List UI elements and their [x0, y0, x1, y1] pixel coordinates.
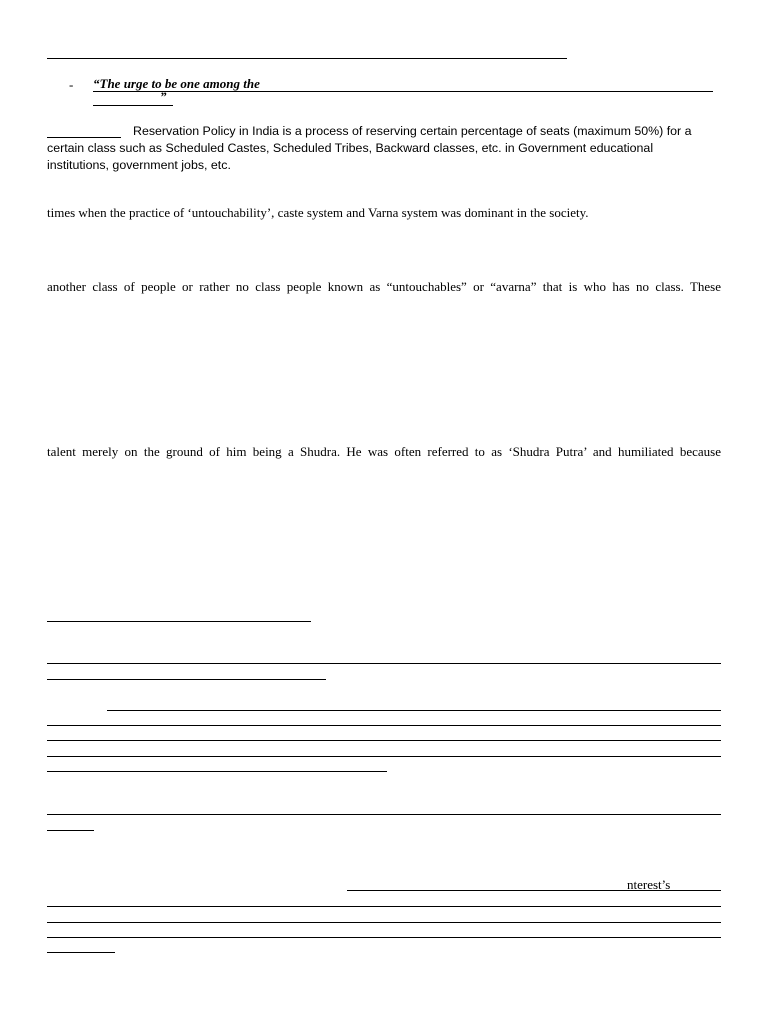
paragraph-line: certain class such as Scheduled Castes, Scheduled Tribes, Backward classes, etc. in Government educational [47, 141, 654, 155]
quote-underline [93, 91, 713, 92]
text-line: talent merely on the ground of him being a Shudra. He was often referred to as ‘Shudra Putra’ and humiliated because [47, 444, 721, 459]
quote-underline-short [93, 105, 173, 106]
text-fragment: nterest’s [627, 877, 671, 892]
horizontal-rule [47, 58, 567, 59]
horizontal-rule [47, 814, 721, 815]
quote-closing-mark: ” [160, 89, 167, 104]
horizontal-rule [47, 679, 326, 680]
horizontal-rule [107, 710, 721, 711]
horizontal-rule [47, 725, 721, 726]
horizontal-rule [47, 771, 387, 772]
horizontal-rule [47, 952, 115, 953]
reservation-paragraph [47, 123, 727, 174]
horizontal-rule [47, 740, 721, 741]
horizontal-rule [47, 830, 94, 831]
horizontal-rule [47, 756, 721, 757]
text-line: another class of people or rather no class people known as “untouchables” or “avarna” that is who has no class. These [47, 279, 721, 294]
quote-heading: “The urge to be one among the [93, 76, 260, 91]
horizontal-rule [47, 663, 721, 664]
paragraph-line: Reservation Policy in India is a process of reserving certain percentage of seats (maximum 50%) for a [133, 124, 692, 138]
horizontal-rule [47, 906, 721, 907]
text-line: times when the practice of ‘untouchability’, caste system and Varna system was dominant in the society. [47, 205, 589, 220]
horizontal-rule [347, 890, 721, 891]
horizontal-rule [47, 922, 721, 923]
paragraph-line: institutions, government jobs, etc. [47, 158, 231, 172]
bullet-dash: - [69, 77, 74, 92]
horizontal-rule [47, 621, 311, 622]
horizontal-rule [47, 937, 721, 938]
